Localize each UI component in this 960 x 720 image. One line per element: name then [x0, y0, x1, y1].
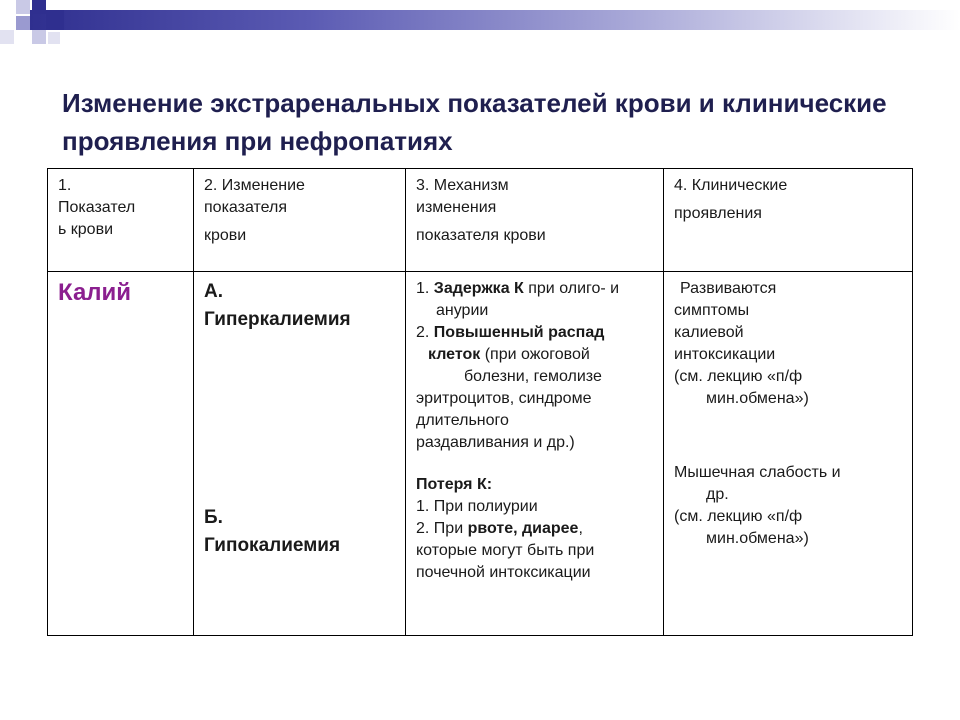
decor-square	[32, 30, 46, 44]
table-row	[48, 272, 913, 636]
mechanism-a: 1. Задержка К при олиго- и анурии 2. Повышенный распад клеток (при ожоговой болезни, гемолизе эритроцитов, синдроме длительного раздавливания и др.)	[416, 280, 620, 451]
mechanism-b: Потеря К: 1. При полиурии 2. При рвоте, диарее, которые могут быть при почечной интоксикации	[416, 476, 595, 581]
state-hypokalemia: Б. Гипокалиемия	[204, 507, 341, 556]
decor-square	[46, 10, 64, 30]
mechanism-cell	[406, 272, 664, 636]
clinical-a: Развиваются симптомы калиевой интоксикации (см. лекцию «п/ф мин.обмена»)	[674, 280, 809, 407]
data-table	[47, 168, 913, 636]
indicator-name: Калий	[58, 279, 132, 306]
decor-square	[0, 30, 14, 44]
header-cell-indicator: 1. Показател ь крови	[48, 169, 194, 272]
header-gradient-bar	[30, 10, 960, 30]
indicator-cell	[48, 272, 194, 636]
decor-square	[16, 16, 30, 30]
clinical-b: Мышечная слабость и др. (см. лекцию «п/ф мин.обмена»)	[674, 464, 841, 547]
clinical-cell	[664, 272, 913, 636]
header-cell-clinical: 4. Клинические проявления	[664, 169, 913, 272]
decor-square	[16, 0, 30, 14]
header-cell-mechanism: 3. Механизм изменения показателя крови	[406, 169, 664, 272]
state-hyperkalemia: А. Гиперкалиемия	[204, 281, 351, 330]
table-header-row	[48, 169, 913, 272]
page-title: Изменение экстраренальных показателей крови и клинические проявления при нефропатиях	[62, 88, 887, 156]
header-decoration	[0, 0, 960, 60]
header-cell-change: 2. Изменение показателя крови	[194, 169, 406, 272]
decor-square	[48, 32, 60, 44]
decor-square	[32, 0, 46, 14]
change-cell	[194, 272, 406, 636]
